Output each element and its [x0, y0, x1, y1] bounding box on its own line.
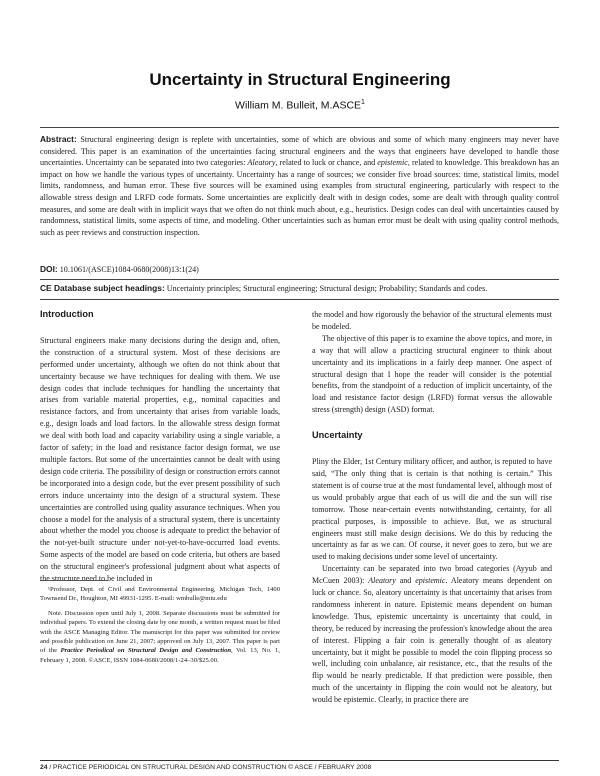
abstract-block: [40, 134, 559, 238]
uncertainty-paragraph-2: [312, 563, 552, 706]
footnotes-block: [40, 585, 280, 665]
top-divider: [40, 127, 559, 128]
introduction-paragraph-1-continued: the model and how rigorously the behavior of the structural elements must be modeled.: [312, 310, 552, 331]
uncertainty-p2-text-a: Uncertainty can be separated into two broad categories (Ayyub and McCuen 2003):: [312, 564, 552, 586]
doi-label: DOI:: [40, 264, 58, 274]
left-column: [40, 309, 280, 585]
uncertainty-term-aleatory: Aleatory: [368, 576, 396, 586]
journal-name: Practice Periodical on Structural Design and Construction: [60, 647, 232, 655]
page-number: 24: [40, 764, 48, 771]
abstract-text-1: Structural engineering design is replete with uncertainties, some of which are obvious and some of which many engineers may never have considered. This paper is an examination of the uncertainties facing structural engineers and the ways that engineers have developed to handle those uncertainties. Uncertainty can be separated into two categories:: [40, 135, 559, 168]
author-name: William M. Bulleit, M.ASCE: [235, 99, 362, 112]
abstract-label: Abstract:: [40, 134, 77, 144]
publication-note-text-b: , Vol. 13, No. 1, February 1, 2008. ©ASCE, ISSN 1084-0680/2008/1-24–30/$25.00.: [40, 647, 280, 664]
author-line: [0, 99, 600, 112]
doi-line: [40, 264, 559, 275]
abstract-term-epistemic: epistemic: [377, 158, 408, 168]
footnote-divider: [40, 580, 108, 581]
subject-divider: [40, 299, 559, 300]
uncertainty-p2-text-c: . Aleatory means dependent on luck or chance. So, aleatory uncertainty is that uncertainty that arises from randomness inherent in nature. Epistemic means dependent on human knowledge. Thus, epistemic uncertainty is uncertainty that could, in theory, be reduced by increasing the profession's knowledge about the area of interest. Flipping a fair coin is generally thought of as aleatory uncertainty, but it might be possible to model the coin flipping process so well, including coin unbalance, air resistance, etc., that the results of the flip would be nearly predictable. If that prediction were possible, then much of the uncertainty in flipping the coin would not be aleatory, but would be epistemic. Clearly, in practice there are: [312, 576, 552, 705]
doi-divider: [40, 279, 559, 280]
publication-note-text-a: Note. Discussion open until July 1, 2008. Separate discussions must be submitted for individual papers. To extend the closing date by one month, a written request must be filed with the ASCE Managing Editor. The manuscript for this paper was submitted for review and possible publication on June 21, 2007; approved on July 13, 2007. This paper is part of the: [40, 609, 280, 655]
footer-journal-text: / PRACTICE PERIODICAL ON STRUCTURAL DESIGN AND CONSTRUCTION © ASCE / FEBRUARY 2008: [49, 764, 372, 771]
uncertainty-term-epistemic: epistemic: [415, 576, 446, 586]
author-footnote-mark: 1: [361, 99, 365, 106]
abstract-text-2: , related to luck or chance, and: [275, 158, 378, 168]
introduction-paragraph-2: The objective of this paper is to examine the above topics, and more, in a way that will allow a practicing structural engineer to think about uncertainty and its implications in a fairly deep manner. One aspect of structural design that I hope the reader will consider is the potential benefits, from the standpoint of a reduction of implicit uncertainty, of the load and resistance factor design (LRFD) format versus the allowable stress (strength) design (ASD) format.: [312, 333, 552, 415]
subject-headings-value: Uncertainty principles; Structural engineering; Structural design; Probability; Standards and codes.: [166, 284, 488, 293]
author-affiliation-footnote: ¹Professor, Dept. of Civil and Environmental Engineering, Michigan Tech, 1400 Townsend Dr., Houghton, MI 49931-1295. E-mail: wmbulle@mtu.edu: [40, 586, 280, 603]
introduction-paragraph-1: Structural engineers make many decisions during the design and, often, the construction of a structural system. Most of these decisions are performed under uncertainty, although we often do not think about that uncertainty because we have techniques for dealing with them. We use design codes that include techniques for handling the uncertainty that arises from variable material properties, e.g., nominal capacities and resistance factors, and from uncertainty that arises from variable loads, e.g., design loads and load factors. In the allowable stress design format we deal with both load and capacity variability using a single variable, a factor of safety; in the load and resistance factor design format, we use multiple factors. But some of the uncertainties cannot be dealt with using design code criteria. The possibility of design or construction errors cannot be incorporated into a design code, but the ever present possibility of such errors induce uncertainty into the design of a structural system. These uncertainties are controlled using quality assurance techniques. When you choose a model for the analysis of a structural system, there is uncertainty about whether the model you choose is adequate to predict the behavior of the not-yet-built structure under not-yet-to-have-occurred load events. Some aspects of the model are based on code criteria, but others are based on the structural engineer's professional judgment about what aspects of the structure need to be included in: [40, 335, 281, 584]
publication-note: [40, 609, 280, 665]
doi-value[interactable]: 10.1061/(ASCE)1084-0680(2008)13:1(24): [59, 265, 199, 274]
subject-headings-line: [40, 283, 559, 294]
footer-divider: [40, 760, 559, 761]
subject-headings-label: CE Database subject headings:: [40, 283, 165, 293]
uncertainty-paragraph-1: Pliny the Elder, 1st Century military officer, and author, is reputed to have said, “The only thing that is certain is that nothing is certain.” This statement is of course true at the most fundamental level, although most of us would probably argue that each of us will die and the sun will rise tomorrow. Those near-certain events notwithstanding, certainty, for all practical purposes, is impossible to achieve. But, we as structural engineers must still make design decisions. We do this by reducing the uncertainty as far as we can. Of course, it never goes to zero, but we are used to making decisions under some level of uncertainty.: [312, 457, 552, 562]
introduction-heading: Introduction: [40, 309, 94, 319]
paper-title: Uncertainty in Structural Engineering: [149, 70, 451, 89]
page-footer: [40, 764, 570, 771]
uncertainty-heading: Uncertainty: [312, 430, 363, 441]
abstract-text-3: , related to knowledge. This breakdown has an impact on how we handle the various types of uncertainty. Uncertainty has a range of sources; we consider five broad sources: time, statistical limits, model limits, randomness, and human error. These five sources will be examined using examples from structural engineering, particularly with respect to the allowable stress design and LRFD code formats. Some uncertainties are explicitly dealt with in design codes, some are dealt with through quality control measures, and some are dealt with in implicit ways that we often do not think much about, e.g., heuristics. Design codes can deal with uncertainties caused by randomness, statistical limits, some aspects of time, and modeling. Other uncertainties such as human error must be dealt with using quality control methods, such as peer reviews and construction inspection.: [40, 158, 559, 237]
uncertainty-p2-text-b: and: [395, 576, 416, 586]
right-column: [312, 309, 552, 706]
abstract-term-aleatory: Aleatory: [247, 158, 276, 168]
